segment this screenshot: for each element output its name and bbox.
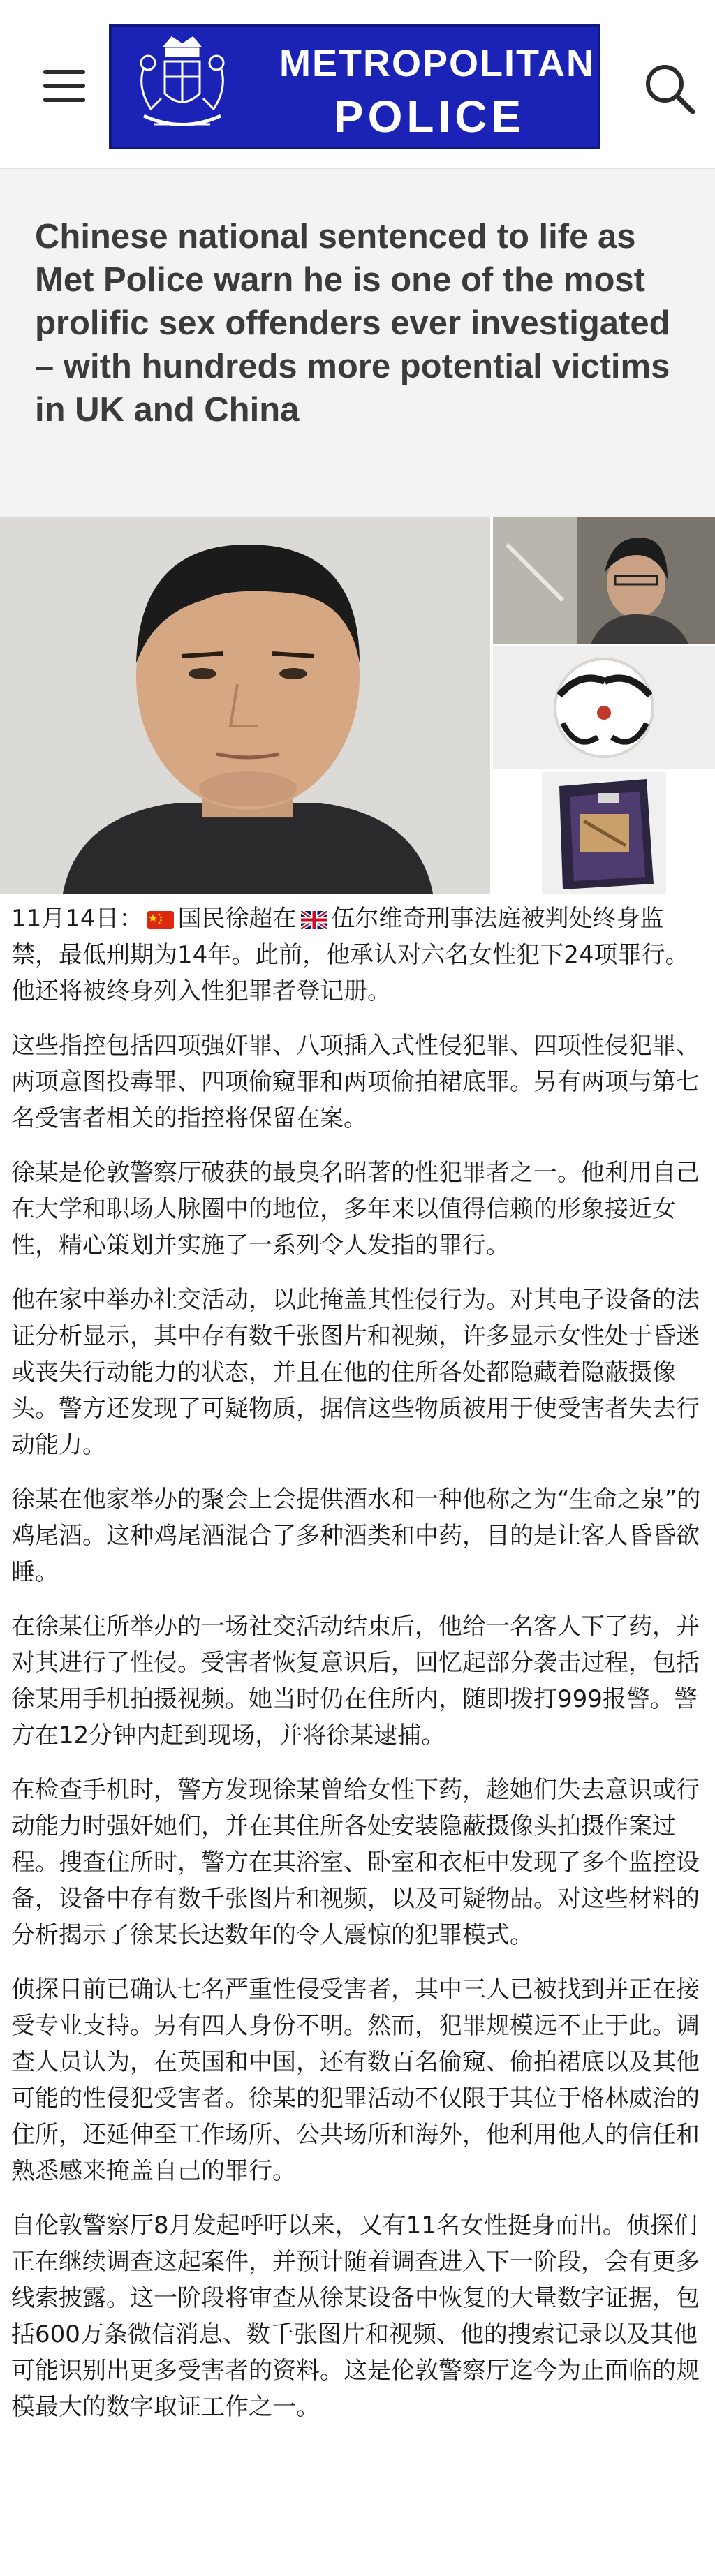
article-images (0, 517, 715, 894)
hamburger-menu-icon[interactable] (43, 70, 85, 103)
evidence-bag-image (542, 772, 666, 894)
article-date: 11月14日： (11, 905, 143, 933)
article-paragraph: 在徐某住所举办的一场社交活动结束后，他给一名客人下了药，并对其进行了性侵。受害者恢复意识后，回忆起部分袭击过程，包括徐某用手机拍摄视频。她当时仍在住所内，随即拨打999报警。警方在12分钟内赶到现场，并将徐某逮捕。 (11, 1613, 700, 1749)
article-headline: Chinese national sentenced to life as Met Police warn he is one of the most prolific sex offenders ever investigated – with hundreds more potential victims in UK and China (35, 218, 670, 429)
crest-icon (123, 32, 242, 144)
headline-box (0, 168, 715, 518)
hidden-camera-image (493, 646, 715, 769)
china-flag-icon (147, 911, 174, 929)
article-paragraph: 这些指控包括四项强奸罪、八项插入式性侵犯罪、四项性侵犯罪、两项意图投毒罪、四项偷窥罪和两项偷拍裙底罪。另有两项与第七名受害者相关的指控将保留在案。 (11, 1032, 700, 1132)
article-text-rest: 伍尔维奇刑事法庭被判处终身监禁，最低刑期为14年。此前，他承认对六名女性犯下24项罪行。他还将被终身列入性犯罪者登记册。 (11, 905, 689, 1005)
article-body (11, 901, 702, 2443)
article-paragraph: 侦探目前已确认七名严重性侵受害者，其中三人已被找到并正在接受专业支持。另有四人身份不明。然而，犯罪规模远不止于此。调查人员认为，在英国和中国，还有数百名偷窥、偷拍裙底以及其他可能的性侵犯受害者。徐某的犯罪活动不仅限于其位于格林威治的住所，还延伸至工作场所、公共场所和海外，他利用他人的信任和熟悉感来掩盖自己的罪行。 (11, 1976, 700, 2185)
logo-text-metropolitan: METROPOLITAN (279, 43, 595, 84)
cctv-still-image (493, 517, 715, 644)
search-icon[interactable] (642, 61, 697, 116)
article-paragraph: 自伦敦警察厅8月发起呼吁以来，又有11名女性挺身而出。侦探们正在继续调查这起案件，并预计随着调查进入下一阶段，会有更多线索披露。这一阶段将审查从徐某设备中恢复的大量数字证据，包括600万条微信消息、数千张图片和视频、他的搜索记录以及其他可能识别出更多受害者的资料。这是伦敦警察厅迄今为止面临的规模最大的数字取证工作之一。 (11, 2212, 700, 2421)
article-paragraph: 徐某在他家举办的聚会上会提供酒水和一种他称之为“生命之泉”的鸡尾酒。这种鸡尾酒混合了多种酒类和中药，目的是让客人昏昏欲睡。 (11, 1486, 701, 1586)
article-paragraph: 徐某是伦敦警察厅破获的最臭名昭著的性犯罪者之一。他利用自己在大学和职场人脉圈中的地位，多年来以值得信赖的形象接近女性，精心策划并实施了一系列令人发指的罪行。 (11, 1159, 700, 1259)
logo-text-police: POLICE (333, 91, 526, 142)
article-text-mid: 国民徐超在 (177, 905, 297, 933)
article-paragraph: 在检查手机时，警方发现徐某曾给女性下药，趁她们失去意识或行动能力时强奸她们，并在其住所各处安装隐蔽摄像头拍摄作案过程。搜查住所时，警方在其浴室、卧室和衣柜中发现了多个监控设备，设备中存有数千张图片和视频，以及可疑物品。对这些材料的分析揭示了徐某长达数年的令人震惊的犯罪模式。 (11, 1776, 700, 1949)
site-header (0, 0, 715, 168)
met-police-logo[interactable] (109, 24, 600, 149)
uk-flag-icon (301, 911, 327, 929)
article-paragraph (11, 901, 702, 1009)
article-paragraph: 他在家中举办社交活动，以此掩盖其性侵行为。对其电子设备的法证分析显示，其中存有数千张图片和视频，许多显示女性处于昏迷或丧失行动能力的状态，并且在他的住所各处都隐藏着隐蔽摄像头。警方还发现了可疑物质，据信这些物质被用于使受害者失去行动能力。 (11, 1286, 700, 1459)
mugshot-image (0, 517, 490, 894)
